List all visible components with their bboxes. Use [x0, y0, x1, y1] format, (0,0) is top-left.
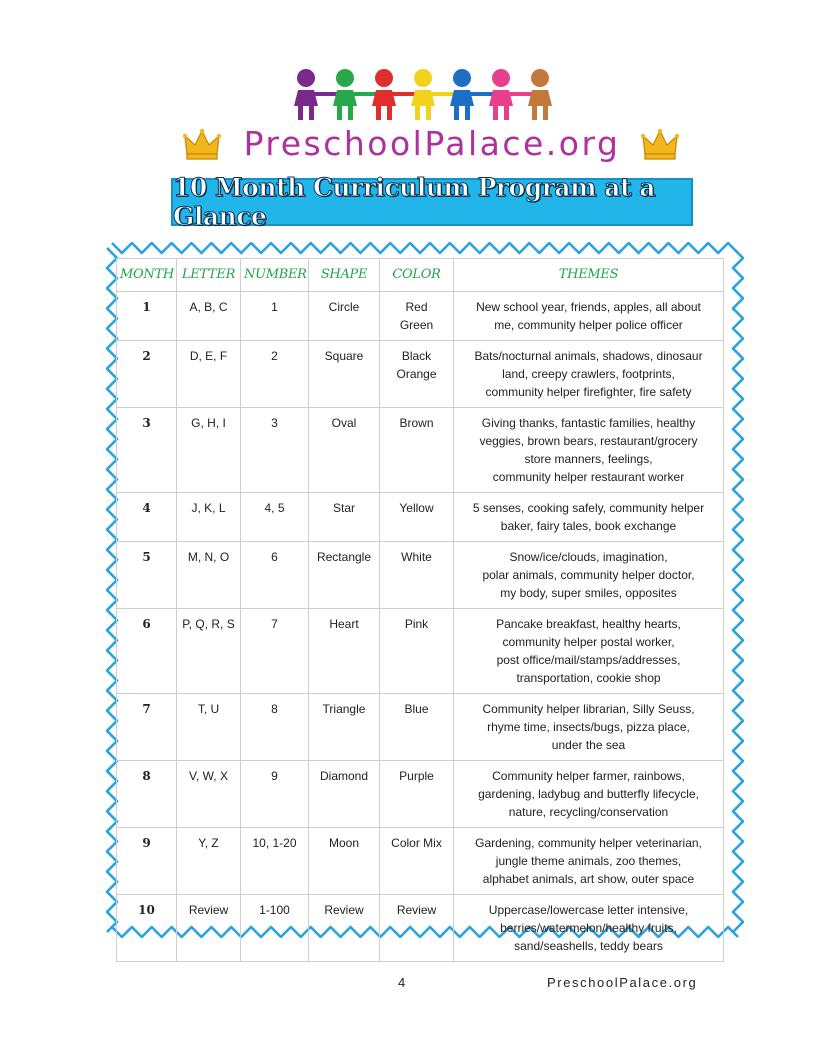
cell-themes	[454, 493, 724, 542]
crown-icon	[641, 128, 679, 162]
table-row	[117, 694, 724, 761]
color-line: Green	[399, 318, 434, 332]
theme-line: veggies, brown bears, restaurant/grocery	[479, 434, 698, 448]
cell-number: 2	[241, 341, 309, 408]
column-header: NUMBER	[241, 259, 309, 292]
cell-shape: Moon	[309, 828, 380, 895]
cell-color	[380, 493, 454, 542]
color-line: Review	[396, 903, 437, 917]
cell-shape: Review	[309, 895, 380, 962]
theme-line: rhyme time, insects/bugs, pizza place,	[487, 720, 690, 734]
theme-line: community helper restaurant worker	[492, 470, 685, 484]
cell-shape: Square	[309, 341, 380, 408]
title-banner	[171, 173, 693, 231]
cell-letter: Y, Z	[177, 828, 241, 895]
cell-letter: M, N, O	[177, 542, 241, 609]
cell-color	[380, 895, 454, 962]
child-figure	[528, 69, 552, 120]
cell-month: 3	[117, 408, 177, 493]
cell-month: 5	[117, 542, 177, 609]
cell-letter: T, U	[177, 694, 241, 761]
cell-letter: G, H, I	[177, 408, 241, 493]
theme-line: berries/watermelon/healthy fruits,	[500, 921, 677, 935]
table-row	[117, 895, 724, 962]
cell-month: 8	[117, 761, 177, 828]
cell-color	[380, 609, 454, 694]
theme-line: me, community helper police officer	[494, 318, 683, 332]
theme-line: Community helper farmer, rainbows,	[492, 769, 685, 783]
cell-month: 2	[117, 341, 177, 408]
theme-line: Snow/ice/clouds, imagination,	[509, 550, 668, 564]
cell-color	[380, 408, 454, 493]
cell-number: 1-100	[241, 895, 309, 962]
cell-month: 1	[117, 292, 177, 341]
theme-line: Bats/nocturnal animals, shadows, dinosaur	[474, 349, 703, 363]
theme-line: Gardening, community helper veterinarian,	[475, 836, 702, 850]
theme-line: baker, fairy tales, book exchange	[500, 519, 677, 533]
table-row	[117, 408, 724, 493]
cell-themes	[454, 341, 724, 408]
cell-letter: P, Q, R, S	[177, 609, 241, 694]
cell-number: 1	[241, 292, 309, 341]
color-line: Brown	[399, 416, 434, 430]
color-line: Orange	[396, 367, 437, 381]
color-line: Color Mix	[391, 836, 442, 850]
cell-themes	[454, 828, 724, 895]
crown-icon	[183, 128, 221, 162]
theme-line: alphabet animals, art show, outer space	[482, 872, 695, 886]
color-line: Pink	[404, 617, 429, 631]
theme-line: transportation, cookie shop	[516, 671, 661, 685]
theme-line: nature, recycling/conservation	[508, 805, 669, 819]
page-title: 10 Month Curriculum Program at a Glance	[173, 173, 655, 231]
theme-line: Uppercase/lowercase letter intensive,	[488, 903, 689, 917]
cell-month: 7	[117, 694, 177, 761]
theme-line: 5 senses, cooking safely, community helper	[472, 501, 705, 515]
column-header: MONTH	[117, 259, 177, 292]
cell-number: 9	[241, 761, 309, 828]
cell-number: 10, 1-20	[241, 828, 309, 895]
cell-shape: Circle	[309, 292, 380, 341]
cell-number: 3	[241, 408, 309, 493]
table-header-row	[117, 259, 724, 292]
theme-line: community helper firefighter, fire safety	[485, 385, 692, 399]
table-row	[117, 609, 724, 694]
cell-themes	[454, 694, 724, 761]
brand-row	[0, 122, 816, 172]
color-line: Black	[401, 349, 432, 363]
theme-line: store manners, feelings,	[524, 452, 653, 466]
color-line: Blue	[404, 702, 429, 716]
cell-shape: Oval	[309, 408, 380, 493]
color-line: Yellow	[399, 501, 434, 515]
cell-color	[380, 292, 454, 341]
theme-line: Pancake breakfast, healthy hearts,	[496, 617, 681, 631]
table-row	[117, 761, 724, 828]
theme-line: gardening, ladybug and butterfly lifecycle,	[478, 787, 699, 801]
column-header: SHAPE	[309, 259, 380, 292]
table-row	[117, 828, 724, 895]
cell-month: 6	[117, 609, 177, 694]
theme-line: sand/seashells, teddy bears	[514, 939, 663, 953]
cell-letter: V, W, X	[177, 761, 241, 828]
cell-month: 9	[117, 828, 177, 895]
cell-themes	[454, 408, 724, 493]
column-header: THEMES	[454, 259, 724, 292]
cell-color	[380, 694, 454, 761]
cell-themes	[454, 542, 724, 609]
cell-color	[380, 828, 454, 895]
theme-line: community helper postal worker,	[502, 635, 675, 649]
cell-themes	[454, 609, 724, 694]
cell-month: 10	[117, 895, 177, 962]
table-row	[117, 292, 724, 341]
cell-color	[380, 761, 454, 828]
color-line: White	[401, 550, 432, 564]
theme-line: polar animals, community helper doctor,	[482, 568, 695, 582]
theme-line: my body, super smiles, opposites	[500, 586, 677, 600]
theme-line: New school year, friends, apples, all about	[476, 300, 701, 314]
cell-letter: J, K, L	[177, 493, 241, 542]
cell-month: 4	[117, 493, 177, 542]
cell-shape: Triangle	[309, 694, 380, 761]
cell-shape: Heart	[309, 609, 380, 694]
cell-number: 4, 5	[241, 493, 309, 542]
brand-name: PreschoolPalace.org	[243, 124, 621, 163]
theme-line: land, creepy crawlers, footprints,	[502, 367, 675, 381]
cell-color	[380, 542, 454, 609]
cell-themes	[454, 895, 724, 962]
color-line: Red	[405, 300, 428, 314]
cell-shape: Diamond	[309, 761, 380, 828]
table-row	[117, 542, 724, 609]
cell-themes	[454, 292, 724, 341]
theme-line: Community helper librarian, Silly Seuss,	[482, 702, 695, 716]
footer-site: PreschoolPalace.org	[547, 975, 698, 990]
column-header: LETTER	[177, 259, 241, 292]
column-header: COLOR	[380, 259, 454, 292]
cell-number: 6	[241, 542, 309, 609]
theme-line: jungle theme animals, zoo themes,	[495, 854, 682, 868]
theme-line: post office/mail/stamps/addresses,	[496, 653, 681, 667]
cell-color	[380, 341, 454, 408]
theme-line: Giving thanks, fantastic families, healthy	[481, 416, 696, 430]
cell-number: 8	[241, 694, 309, 761]
cell-shape: Star	[309, 493, 380, 542]
theme-line: under the sea	[551, 738, 626, 752]
kids-logo	[288, 66, 564, 124]
color-line: Purple	[399, 769, 434, 783]
page-number: 4	[398, 975, 406, 990]
cell-themes	[454, 761, 724, 828]
table-row	[117, 341, 724, 408]
table-row	[117, 493, 724, 542]
cell-letter: A, B, C	[177, 292, 241, 341]
cell-shape: Rectangle	[309, 542, 380, 609]
cell-number: 7	[241, 609, 309, 694]
cell-letter: Review	[177, 895, 241, 962]
curriculum-table	[116, 258, 724, 962]
cell-letter: D, E, F	[177, 341, 241, 408]
